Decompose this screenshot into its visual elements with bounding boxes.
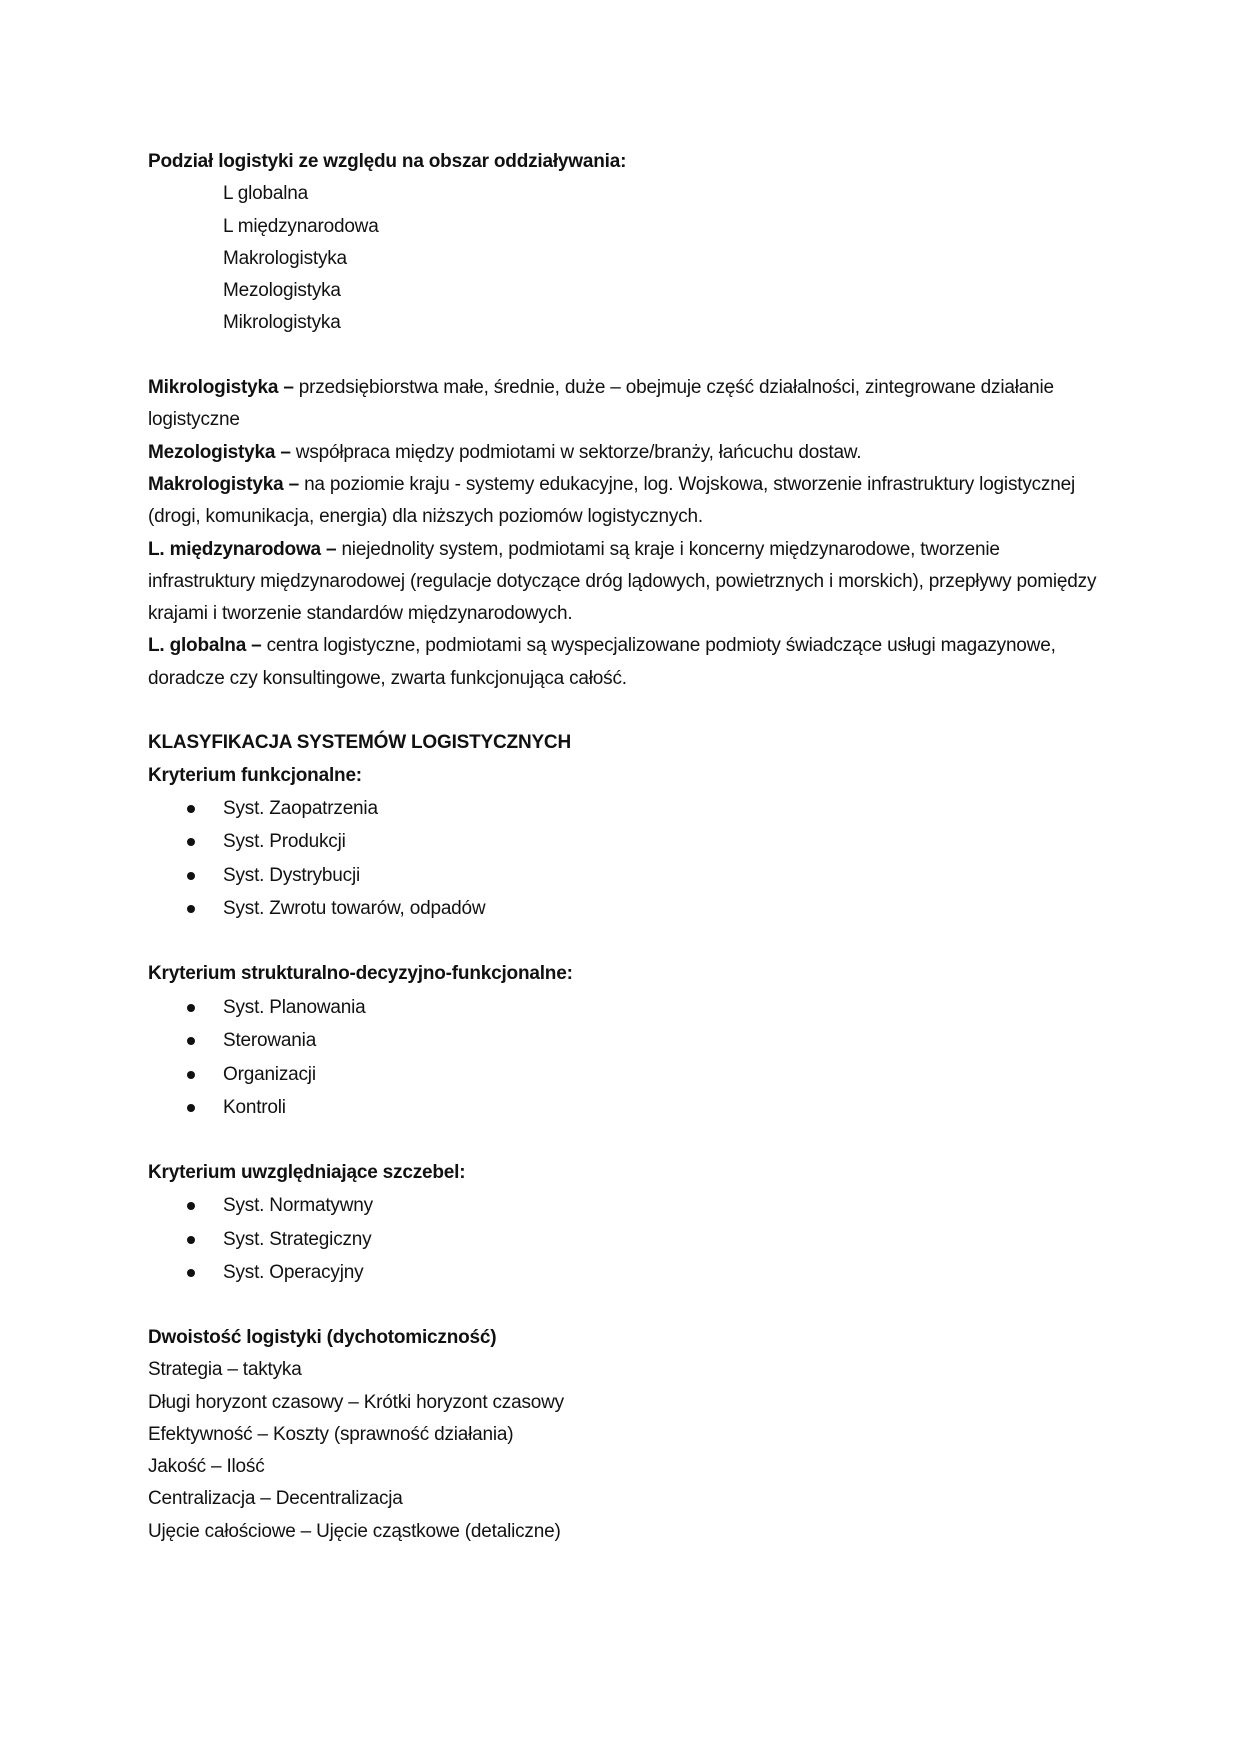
duality-line: Ujęcie całościowe – Ujęcie cząstkowe (detaliczne): [148, 1520, 561, 1542]
definition-text: współpraca między podmiotami w sektorze/branży, łańcuchu dostaw.: [290, 441, 862, 463]
list-item: Mikrologistyka: [223, 312, 341, 334]
definition-paragraph: [148, 534, 1098, 631]
bullet-item: Syst. Planowania: [148, 991, 1098, 1025]
duality-line: Długi horyzont czasowy – Krótki horyzont czasowy: [148, 1391, 564, 1413]
bullet-icon: [187, 1236, 195, 1244]
list-item: L globalna: [223, 183, 308, 205]
bullet-icon: [187, 872, 195, 880]
list-item: L międzynarodowa: [223, 215, 379, 237]
definition-text: centra logistyczne, podmiotami są wyspecjalizowane podmioty świadczące usługi magazynowe, doradcze czy konsultingowe, zwarta funkcjonująca całość.: [148, 635, 1056, 689]
document-page: [148, 146, 1098, 1548]
bullet-icon: [187, 1104, 195, 1112]
bullet-item: Kontroli: [148, 1091, 1098, 1125]
bullet-icon: [187, 1071, 195, 1079]
criterion-title: Kryterium strukturalno-decyzyjno-funkcjonalne:: [148, 963, 573, 985]
bullet-item: Syst. Produkcji: [148, 825, 1098, 859]
criterion-title: Kryterium funkcjonalne:: [148, 764, 362, 786]
duality-line: Efektywność – Koszty (sprawność działania): [148, 1423, 514, 1445]
list-item: Makrologistyka: [223, 247, 347, 269]
definition-paragraph: [148, 630, 1098, 695]
duality-line: Centralizacja – Decentralizacja: [148, 1488, 403, 1510]
definition-term: Mikrologistyka –: [148, 377, 294, 399]
bullet-icon: [187, 1202, 195, 1210]
bullet-list: [148, 991, 1098, 1125]
list-item: Mezologistyka: [223, 280, 341, 302]
definition-term: L. międzynarodowa –: [148, 538, 337, 560]
definition-text: przedsiębiorstwa małe, średnie, duże – obejmuje część działalności, zintegrowane działanie logistyczne: [148, 377, 1054, 431]
bullet-item: Sterowania: [148, 1024, 1098, 1058]
duality-heading: Dwoistość logistyki (dychotomiczność): [148, 1326, 497, 1348]
bullet-item: Syst. Strategiczny: [148, 1223, 1098, 1257]
definition-paragraph: [148, 437, 1098, 469]
definition-term: Makrologistyka –: [148, 473, 299, 495]
duality-line: Strategia – taktyka: [148, 1359, 302, 1381]
bullet-item: Syst. Operacyjny: [148, 1256, 1098, 1290]
definition-text: na poziomie kraju - systemy edukacyjne, log. Wojskowa, stworzenie infrastruktury logistycznej (drogi, komunikacja, energia) dla niższych poziomów logistycznych.: [148, 473, 1075, 528]
bullet-icon: [187, 1269, 195, 1277]
bullet-list: [148, 792, 1098, 926]
definition-term: L. globalna –: [148, 635, 262, 657]
bullet-icon: [187, 838, 195, 846]
bullet-icon: [187, 905, 195, 913]
classification-heading: KLASYFIKACJA SYSTEMÓW LOGISTYCZNYCH: [148, 732, 571, 754]
criterion-title: Kryterium uwzględniające szczebel:: [148, 1161, 466, 1183]
bullet-icon: [187, 805, 195, 813]
bullet-icon: [187, 1004, 195, 1012]
bullet-icon: [187, 1037, 195, 1045]
bullet-item: Syst. Dystrybucji: [148, 859, 1098, 893]
definition-term: Mezologistyka –: [148, 441, 291, 463]
bullet-item: Organizacji: [148, 1058, 1098, 1092]
definition-text: niejednolity system, podmiotami są kraje i koncerny międzynarodowe, tworzenie infrastruktury międzynarodowej (regulacje dotyczące dróg lądowych, powietrznych i morskich), przepływy pomiędzy krajami i tworzenie standardów międzynarodowych.: [148, 538, 1097, 625]
bullet-item: Syst. Zwrotu towarów, odpadów: [148, 892, 1098, 926]
section-heading: Podział logistyki ze względu na obszar oddziaływania:: [148, 151, 627, 172]
bullet-list: [148, 1189, 1098, 1290]
duality-line: Jakość – Ilość: [148, 1456, 265, 1478]
definition-paragraph: [148, 469, 1098, 534]
bullet-item: Syst. Zaopatrzenia: [148, 792, 1098, 826]
bullet-item: Syst. Normatywny: [148, 1189, 1098, 1223]
definition-paragraph: [148, 372, 1098, 437]
